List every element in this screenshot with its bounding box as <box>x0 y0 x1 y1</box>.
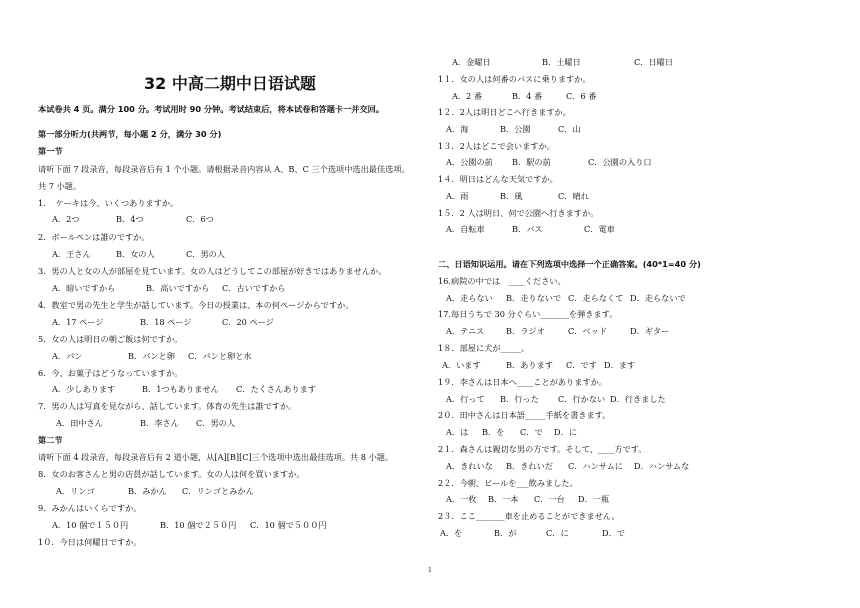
option: B．きれいだ <box>506 461 553 471</box>
option: C．20 ページ <box>222 317 274 327</box>
option: B．高いですから <box>146 283 210 293</box>
section1-instructions: 请听下面 7 段录音，每段录音后有 1 个小题。请根据录音内容从 A、B、C 三个选项中选出最佳选项。 <box>38 164 410 174</box>
option: B．バス <box>512 224 543 234</box>
option: A．テニス <box>446 326 485 336</box>
option: A．一枚 <box>446 494 477 504</box>
option: A．リンゴ <box>56 486 95 496</box>
option: B．を <box>482 427 505 437</box>
option: B．土曜日 <box>542 57 581 67</box>
question-4: 4．教室で男の先生と学生が話しています。今日の授業は、本の何ページからですか。 <box>38 300 354 310</box>
option: C．山 <box>558 124 581 134</box>
option: C．で <box>520 427 543 437</box>
section2-heading: 第二节 <box>38 435 63 445</box>
option: C．6 番 <box>566 91 597 101</box>
option: C．走らなくて <box>568 293 624 303</box>
question-13: 1３．2人はどこで会いますか。 <box>438 141 555 151</box>
option: A．きれいな <box>446 461 493 471</box>
option: D．ギター <box>630 326 670 336</box>
option: C．ベッド <box>568 326 608 336</box>
option: A．王さん <box>52 249 91 259</box>
option: A．パン <box>52 351 83 361</box>
option: C．日曜日 <box>634 57 674 67</box>
option: C．ハンサムに <box>568 461 623 471</box>
option: A．少しあります <box>52 384 116 394</box>
option: B．みかん <box>128 486 167 496</box>
section1-heading: 第一节 <box>38 146 63 156</box>
option: B．ラジオ <box>506 326 545 336</box>
question-2: 2．ボールペンは誰のですか。 <box>38 232 150 242</box>
option: D．で <box>602 528 625 538</box>
option: C．に <box>546 528 569 538</box>
option: A．行って <box>446 394 485 404</box>
question-3: 3．男の人と女の人が部屋を見ています。女の人はどうしてこの部屋が好きではありませんか。 <box>38 266 387 276</box>
question-1: 1． ケーキは今、いくつありますか。 <box>38 198 179 208</box>
option: B．走りないで <box>506 293 562 303</box>
option: A．10 個で１５０円 <box>52 520 129 530</box>
page-number: 1 <box>428 567 432 574</box>
option: C．公園の入り口 <box>588 157 652 167</box>
question-18: 1８．部屋に犬が_____。 <box>438 343 530 353</box>
option: A．雨 <box>446 191 469 201</box>
option: D．行きました <box>610 394 666 404</box>
option: C．古いですから <box>222 283 286 293</box>
option: C．男の人 <box>186 249 226 259</box>
option: A．金曜日 <box>452 57 491 67</box>
option: B．一本 <box>488 494 519 504</box>
option: A．暗いですから <box>52 283 116 293</box>
question-5: 5．女の人は明日の朝ご飯は何ですか。 <box>38 334 183 344</box>
option: C．一台 <box>534 494 565 504</box>
exam-intro: 本试卷共 4 页。满分 100 分。考试用时 90 分钟。考试结束后，将本试卷和答题卡一并交回。 <box>38 104 385 114</box>
option: C．パンと卵と水 <box>188 351 252 361</box>
option: B．風 <box>500 191 523 201</box>
question-7: 7．男の人は写真を見ながら、話しています。体育の先生は誰ですか。 <box>38 401 297 411</box>
option: D．に <box>554 427 577 437</box>
section2-instructions: 请听下面 4 段录音，每段录音后有 2 道小题，从[A][B][C]三个选项中选出最佳选项。共 8 小题。 <box>38 452 394 462</box>
option: A．田中さん <box>56 418 103 428</box>
option: B．女の人 <box>116 249 155 259</box>
question-9: 9．みかんはいくらですか。 <box>38 503 142 513</box>
option: B．行った <box>500 394 539 404</box>
option: C．たくさんあります <box>236 384 316 394</box>
option: D．走らないで <box>630 293 686 303</box>
option: C．10 個で５００円 <box>250 520 327 530</box>
question-16: 16.病院の中では ____ください。 <box>438 276 566 286</box>
question-17: 17.毎日うちで 30 分ぐらい_______を弾きます。 <box>438 309 618 319</box>
option: D．ハンサムな <box>634 461 690 471</box>
question-10: 1０．今日は何曜日ですか。 <box>38 537 142 547</box>
option: A．自転車 <box>446 224 485 234</box>
question-23: 2３．ここ_______車を止めることができません。 <box>438 511 620 521</box>
question-12: 1２．2人は明日どこへ行きますか。 <box>438 107 571 117</box>
option: A．を <box>440 528 463 538</box>
option: A．公園の前 <box>446 157 493 167</box>
option: A．は <box>446 427 469 437</box>
option: B．が <box>494 528 517 538</box>
option: B．李さん <box>140 418 179 428</box>
question-8: 8．女のお客さんと男の店員が話しています。女の人は何を買いますか。 <box>38 469 305 479</box>
option: D．ます <box>604 360 636 370</box>
question-15: 1５．2 人は明日、何で公園へ行きますか。 <box>438 208 599 218</box>
part1-heading: 第一部分听力(共两节，每小题 2 分，满分 30 分) <box>38 129 222 139</box>
option: B．4 番 <box>512 91 543 101</box>
option: C．です <box>566 360 597 370</box>
option: A．走らない <box>446 293 493 303</box>
part2-heading: 二、日语知识运用。请在下列选项中选择一个正确答案。(40*1=40 分) <box>438 259 701 269</box>
option: B．18 ページ <box>140 317 192 327</box>
question-21: 2１．森さんは親切な男の方です。そして、____方です。 <box>438 444 647 454</box>
question-11: 1１．女の人は何番のバスに乗りますか。 <box>438 74 591 84</box>
option: A．います <box>442 360 481 370</box>
option: C．リンゴとみかん <box>182 486 254 496</box>
option: C．男の人 <box>196 418 236 428</box>
question-6: 6．今、お菓子はどうなっていますか。 <box>38 368 183 378</box>
option: B．あります <box>506 360 553 370</box>
option: B．駅の前 <box>512 157 551 167</box>
option: A．17 ページ <box>52 317 104 327</box>
option: A．2 番 <box>452 91 483 101</box>
option: B．1つもありません <box>142 384 219 394</box>
option: B．公園 <box>500 124 531 134</box>
question-20: 2０．田中さんは日本語_____手紙を書きます。 <box>438 410 611 420</box>
option: A．海 <box>446 124 469 134</box>
question-14: 1４．明日はどんな天気ですか。 <box>438 174 558 184</box>
question-22: 2２．今朝、ビールを___飲みました。 <box>438 478 578 488</box>
option: B．4つ <box>116 214 144 224</box>
option: C．電車 <box>584 224 615 234</box>
option: C．晴れ <box>558 191 589 201</box>
option: C．行かない <box>558 394 606 404</box>
section1-instructions-cont: 共 7 小题。 <box>38 181 82 191</box>
page-title: 32 中高二期中日语试题 <box>144 74 316 93</box>
option: B．パンと卵 <box>128 351 175 361</box>
option: B．10 個で２５０円 <box>160 520 237 530</box>
question-19: 1９．李さんは日本へ____ことがありますか。 <box>438 377 607 387</box>
option: D．一瓶 <box>578 494 610 504</box>
option: A．2つ <box>52 214 80 224</box>
option: C．6つ <box>186 214 214 224</box>
